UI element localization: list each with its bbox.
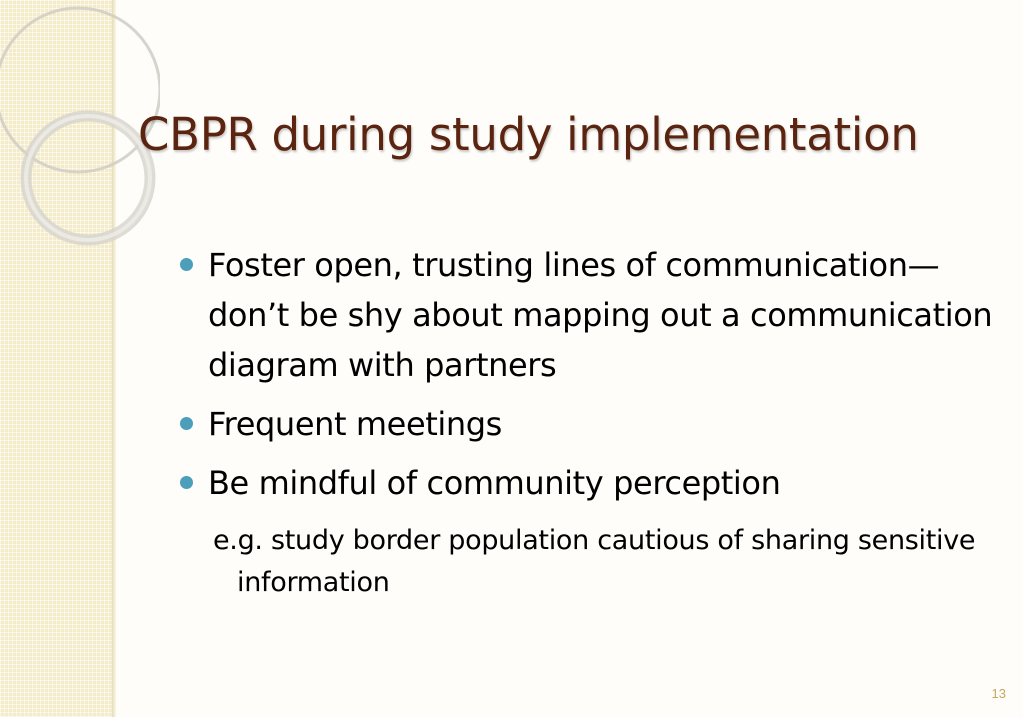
bullet-text: Foster open, trusting lines of communication—don’t be shy about mapping out a communication diagram with partners [208, 246, 993, 384]
bullet-item [176, 458, 1006, 508]
bullet-list [176, 240, 1006, 517]
bullet-text: Frequent meetings [208, 405, 502, 443]
bullet-dot-icon [180, 258, 193, 271]
decorative-rings [0, 0, 160, 717]
thick-ring-highlight [26, 116, 150, 240]
sub-bullet-example: e.g. study border population cautious of sharing sensitive information [213, 525, 976, 598]
bullet-text: Be mindful of community perception [208, 464, 781, 502]
slide-title: CBPR during study implementation [138, 108, 919, 161]
bullet-dot-icon [180, 476, 193, 489]
bullet-item [176, 240, 1006, 390]
bullet-dot-icon [180, 417, 193, 430]
page-number: 13 [991, 686, 1006, 701]
bullet-item [176, 399, 1006, 449]
